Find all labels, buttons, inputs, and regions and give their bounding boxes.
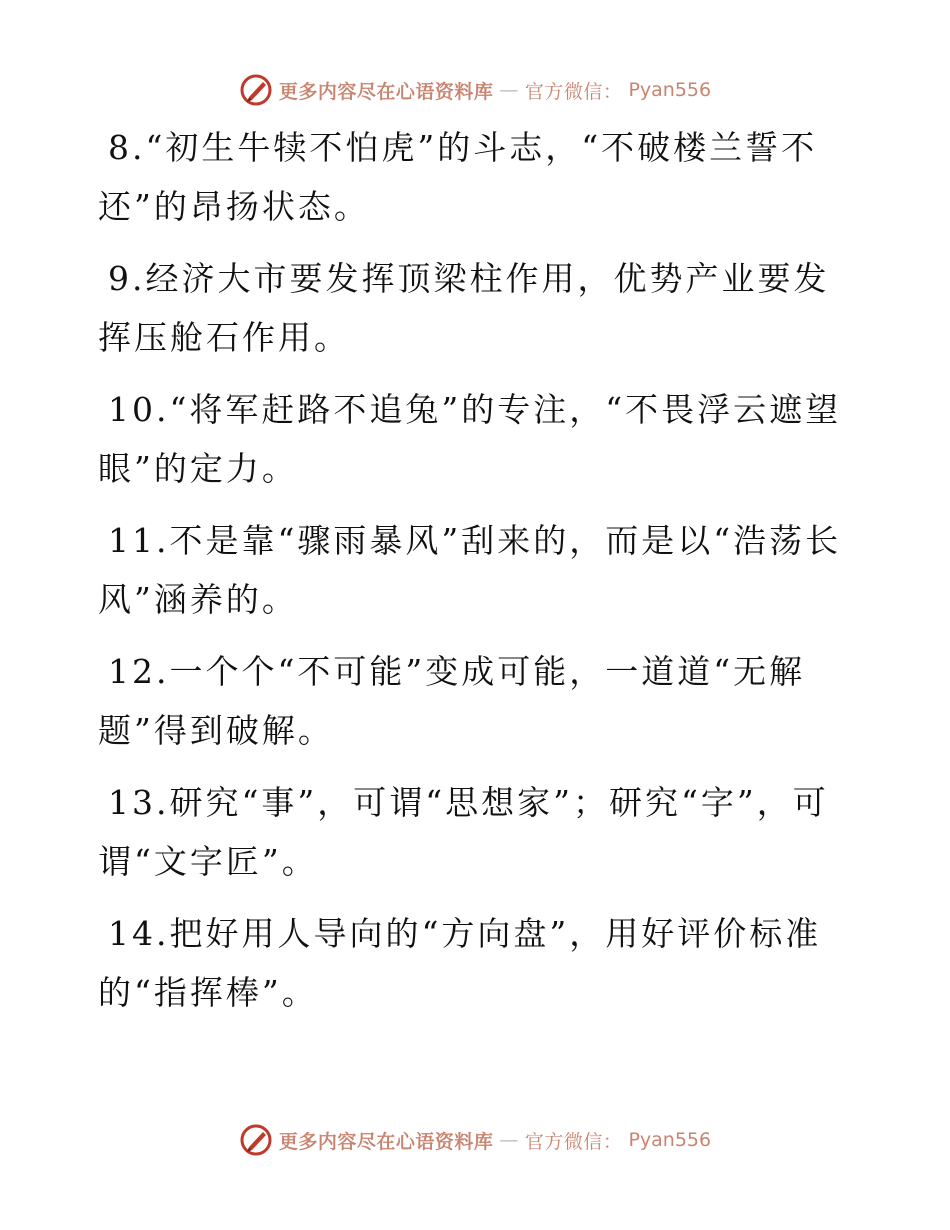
list-item: 13.研究“事”，可谓“思想家”；研究“字”，可谓“文字匠”。 [98, 783, 829, 881]
watermark-main-text: 更多内容尽在心语资料库 [278, 1130, 494, 1153]
watermark-sub-text: 官方微信： [524, 1130, 623, 1153]
header-watermark [0, 70, 950, 110]
list-item: 10.“将军赶路不追兔”的专注，“不畏浮云遮望眼”的定力。 [98, 390, 842, 488]
watermark-wechat-id: Pyan556 [628, 1129, 712, 1151]
pen-logo-icon [239, 1123, 273, 1157]
watermark-dash: — [499, 79, 519, 101]
watermark-dash: — [499, 1129, 519, 1151]
watermark-sub-text: 官方微信： [524, 80, 623, 103]
watermark-wechat-id: Pyan556 [628, 79, 712, 101]
footer-watermark [0, 1120, 950, 1160]
list-item: 11.不是靠“骤雨暴风”刮来的，而是以“浩荡长风”涵养的。 [98, 521, 842, 619]
list-item: 12.一个个“不可能”变成可能，一道道“无解题”得到破解。 [98, 652, 806, 750]
watermark-main-text: 更多内容尽在心语资料库 [278, 80, 494, 103]
pen-logo-icon [239, 73, 273, 107]
document-body [98, 118, 848, 1035]
list-item: 9.经济大市要发挥顶梁柱作用，优势产业要发挥压舱石作用。 [98, 259, 830, 357]
list-item: 14.把好用人导向的“方向盘”，用好评价标准的“指挥棒”。 [98, 914, 822, 1012]
list-item: 8.“初生牛犊不怕虎”的斗志，“不破楼兰誓不还”的昂扬状态。 [98, 128, 818, 226]
